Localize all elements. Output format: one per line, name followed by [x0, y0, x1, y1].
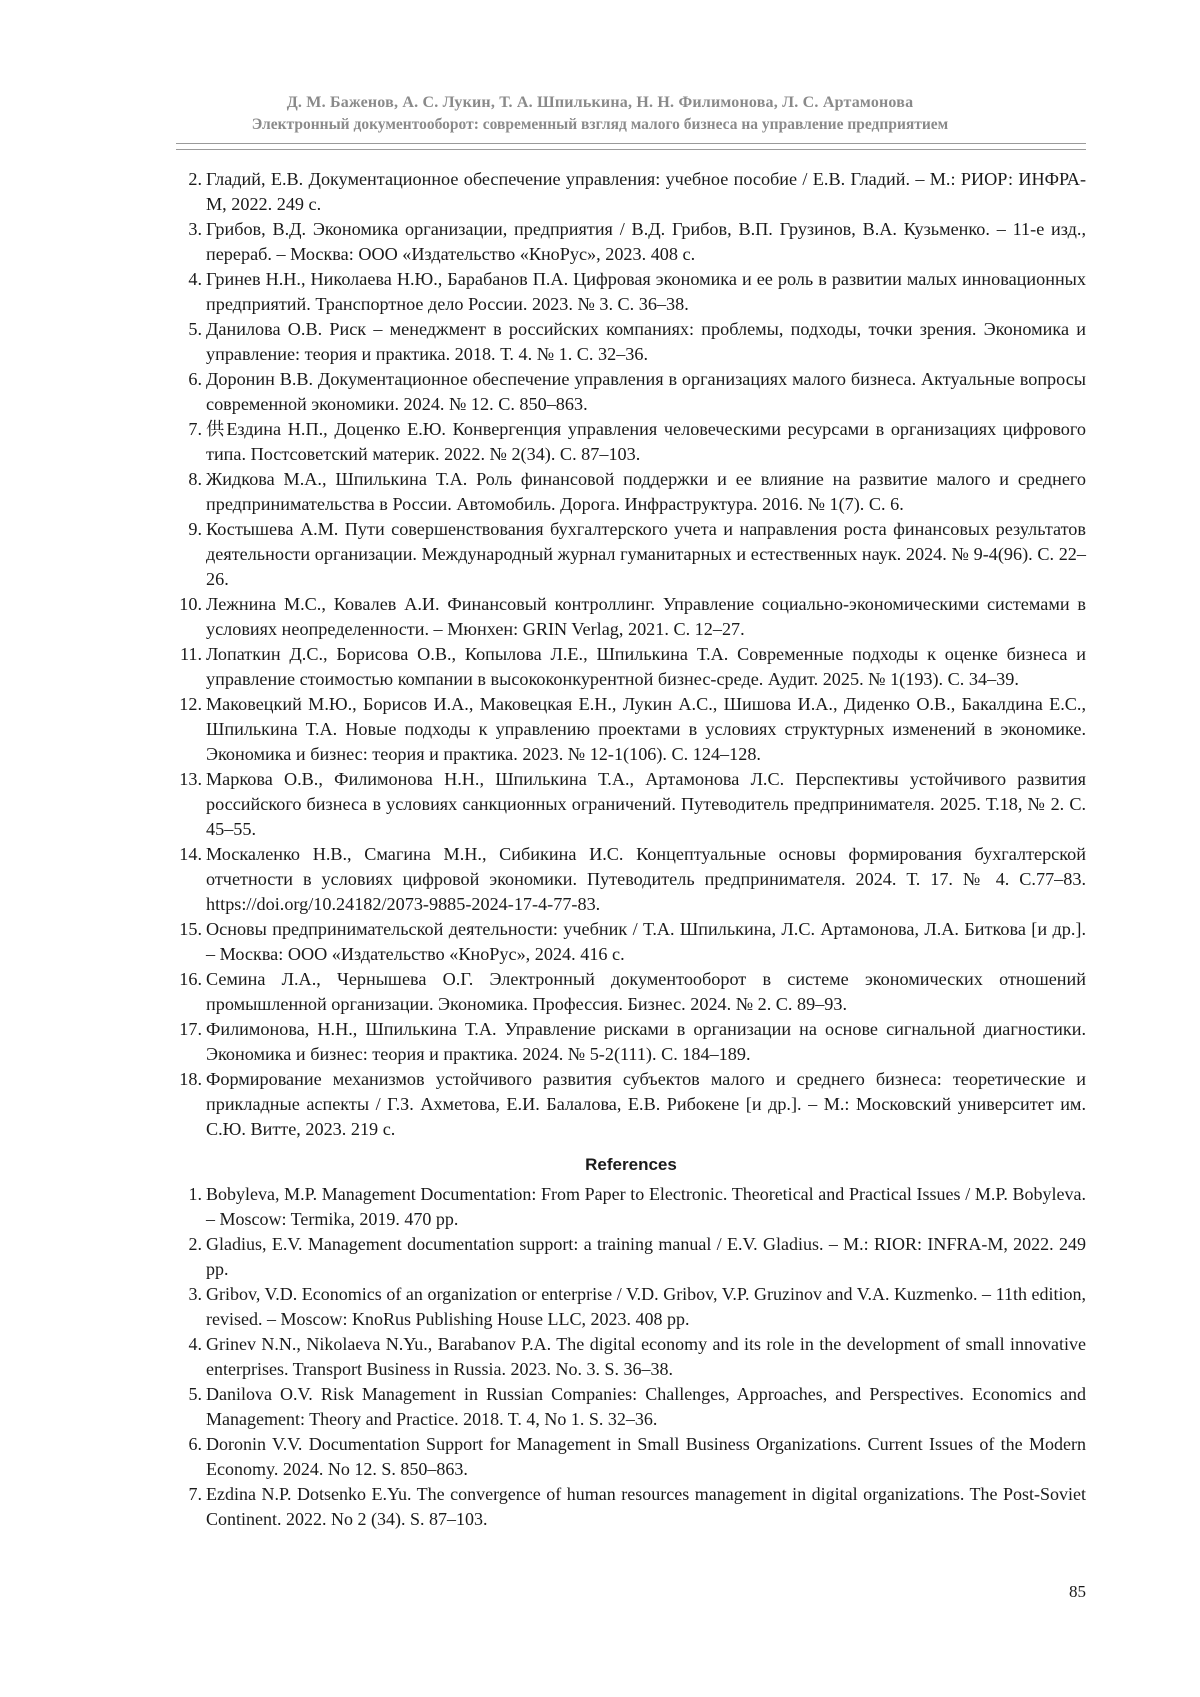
reference-item	[176, 642, 1086, 692]
reference-number: 17.	[179, 1019, 202, 1039]
reference-number: 9.	[188, 519, 202, 539]
reference-number: 11.	[179, 644, 202, 664]
references-content	[176, 167, 1086, 1532]
reference-number: 8.	[188, 469, 202, 489]
reference-item	[176, 167, 1086, 217]
reference-text: Костышева А.М. Пути совершенствования бухгалтерского учета и направления роста финансовых результатов деятельности организации. Международный журнал гуманитарных и естественных наук. 2024. № 9-4(96). С. 22–26.	[206, 519, 1086, 589]
reference-item	[176, 842, 1086, 917]
reference-text: Bobyleva, M.P. Management Documentation: From Paper to Electronic. Theoretical and Practical Issues / M.P. Bobyleva. – Moscow: Termika, 2019. 470 pp.	[206, 1184, 1086, 1229]
reference-item	[176, 1382, 1086, 1432]
reference-text: Маковецкий М.Ю., Борисов И.А., Маковецкая Е.Н., Лукин А.С., Шишова И.А., Диденко О.В., Бакалдина Е.С., Шпилькина Т.А. Новые подходы к управлению проектами в условиях структурных изменений в экономике. Экономика и бизнес: теория и практика. 2023. № 12-1(106). С. 124–128.	[206, 694, 1086, 764]
reference-text: Gladius, E.V. Management documentation support: a training manual / E.V. Gladius. – M.: RIOR: INFRA-M, 2022. 249 pp.	[206, 1234, 1086, 1279]
reference-number: 1.	[188, 1184, 202, 1204]
reference-item	[176, 1017, 1086, 1067]
reference-item	[176, 1432, 1086, 1482]
reference-number: 3.	[188, 219, 202, 239]
reference-number: 13.	[179, 769, 202, 789]
reference-text: Жидкова М.А., Шпилькина Т.А. Роль финансовой поддержки и ее влияние на развитие малого и среднего предпринимательства в России. Автомобиль. Дорога. Инфраструктура. 2016. № 1(7). С. 6.	[206, 469, 1086, 514]
reference-text: Семина Л.А., Чернышева О.Г. Электронный документооборот в системе экономических отношений промышленной организации. Экономика. Профессия. Бизнес. 2024. № 2. С. 89–93.	[206, 969, 1086, 1014]
reference-item	[176, 1067, 1086, 1142]
running-header	[0, 92, 1200, 136]
header-rule-top	[176, 143, 1086, 144]
reference-item	[176, 267, 1086, 317]
header-authors: Д. М. Баженов, А. С. Лукин, Т. А. Шпилькина, Н. Н. Филимонова, Л. С. Артамонова	[286, 94, 914, 111]
reference-number: 12.	[179, 694, 202, 714]
references-title: References	[585, 1155, 677, 1174]
reference-item	[176, 1232, 1086, 1282]
reference-number: 7.	[188, 1484, 202, 1504]
reference-number: 2.	[188, 1234, 202, 1254]
reference-text: Гринев Н.Н., Николаева Н.Ю., Барабанов П.А. Цифровая экономика и ее роль в развитии малых инновационных предприятий. Транспортное дело России. 2023. № 3. С. 36–38.	[206, 269, 1086, 314]
reference-text: Москаленко Н.В., Смагина М.Н., Сибикина И.С. Концептуальные основы формирования бухгалтерской отчетности в условиях цифровой экономики. Путеводитель предпринимателя. 2024. Т. 17. № 4. С.77–83. https://doi.org/10.24182/2073-9885-2024-17-4-77-83.	[206, 844, 1086, 914]
reference-number: 18.	[179, 1069, 202, 1089]
reference-number: 5.	[188, 319, 202, 339]
reference-text: Основы предпринимательской деятельности: учебник / Т.А. Шпилькина, Л.С. Артамонова, Л.А. Биткова [и др.]. – Москва: ООО «Издательство «КноРус», 2024. 416 с.	[206, 919, 1086, 964]
reference-text: Данилова О.В. Риск – менеджмент в российских компаниях: проблемы, подходы, точки зрения. Экономика и управление: теория и практика. 2018. Т. 4. № 1. С. 32–36.	[206, 319, 1086, 364]
reference-item	[176, 767, 1086, 842]
reference-number: 3.	[188, 1284, 202, 1304]
russian-reference-list	[176, 167, 1086, 1142]
reference-item	[176, 967, 1086, 1017]
reference-text: Gribov, V.D. Economics of an organization or enterprise / V.D. Gribov, V.P. Gruzinov and V.A. Kuzmenko. – 11th edition, revised. – Moscow: KnoRus Publishing House LLC, 2023. 408 pp.	[206, 1284, 1086, 1329]
header-rule-bottom	[176, 149, 1086, 150]
reference-text: Филимонова, Н.Н., Шпилькина Т.А. Управление рисками в организации на основе сигнальной диагностики. Экономика и бизнес: теория и практика. 2024. № 5-2(111). С. 184–189.	[206, 1019, 1086, 1064]
reference-number: 4.	[188, 1334, 202, 1354]
reference-item	[176, 692, 1086, 767]
reference-text: 供Ездина Н.П., Доценко Е.Ю. Конвергенция управления человеческими ресурсами в организациях цифрового типа. Постсоветский материк. 2022. № 2(34). С. 87–103.	[206, 419, 1086, 464]
reference-number: 14.	[179, 844, 202, 864]
reference-text: Doronin V.V. Documentation Support for Management in Small Business Organizations. Current Issues of the Modern Economy. 2024. No 12. S. 850–863.	[206, 1434, 1086, 1479]
reference-item	[176, 317, 1086, 367]
reference-text: Гладий, Е.В. Документационное обеспечение управления: учебное пособие / Е.В. Гладий. – М.: РИОР: ИНФРА-М, 2022. 249 с.	[206, 169, 1086, 214]
reference-text: Лежнина М.С., Ковалев А.И. Финансовый контроллинг. Управление социально-экономическими системами в условиях неопределенности. – Мюнхен: GRIN Verlag, 2021. С. 12–27.	[206, 594, 1086, 639]
reference-text: Доронин В.В. Документационное обеспечение управления в организациях малого бизнеса. Актуальные вопросы современной экономики. 2024. № 12. С. 850–863.	[206, 369, 1086, 414]
header-subtitle: Электронный документооборот: современный взгляд малого бизнеса на управление предприятием	[251, 116, 949, 133]
reference-item	[176, 417, 1086, 467]
reference-text: Ezdina N.P. Dotsenko E.Yu. The convergence of human resources management in digital organizations. The Post-Soviet Continent. 2022. No 2 (34). S. 87–103.	[206, 1484, 1086, 1529]
reference-item	[176, 1332, 1086, 1382]
reference-item	[176, 467, 1086, 517]
reference-number: 7.	[188, 419, 202, 439]
reference-item	[176, 917, 1086, 967]
page-number: 85	[1069, 1582, 1086, 1601]
reference-number: 2.	[188, 169, 202, 189]
reference-number: 4.	[188, 269, 202, 289]
reference-number: 10.	[179, 594, 202, 614]
reference-item	[176, 517, 1086, 592]
reference-item	[176, 367, 1086, 417]
english-reference-list	[176, 1182, 1086, 1532]
reference-number: 16.	[179, 969, 202, 989]
reference-text: Лопаткин Д.С., Борисова О.В., Копылова Л.Е., Шпилькина Т.А. Современные подходы к оценке бизнеса и управление стоимостью компании в высококонкурентной бизнес-среде. Аудит. 2025. № 1(193). С. 34–39.	[206, 644, 1086, 689]
reference-text: Маркова О.В., Филимонова Н.Н., Шпилькина Т.А., Артамонова Л.С. Перспективы устойчивого развития российского бизнеса в условиях санкционных ограничений. Путеводитель предпринимателя. 2025. Т.18, № 2. С. 45–55.	[206, 769, 1086, 839]
reference-text: Грибов, В.Д. Экономика организации, предприятия / В.Д. Грибов, В.П. Грузинов, В.А. Кузьменко. – 11-е изд., перераб. – Москва: ООО «Издательство «КноРус», 2023. 408 с.	[206, 219, 1086, 264]
reference-item	[176, 592, 1086, 642]
reference-text: Danilova O.V. Risk Management in Russian Companies: Challenges, Approaches, and Perspectives. Economics and Management: Theory and Practice. 2018. T. 4, No 1. S. 32–36.	[206, 1384, 1086, 1429]
reference-item	[176, 217, 1086, 267]
reference-number: 5.	[188, 1384, 202, 1404]
reference-number: 15.	[179, 919, 202, 939]
reference-number: 6.	[188, 1434, 202, 1454]
reference-item	[176, 1482, 1086, 1532]
reference-item	[176, 1182, 1086, 1232]
reference-item	[176, 1282, 1086, 1332]
reference-number: 6.	[188, 369, 202, 389]
reference-text: Grinev N.N., Nikolaeva N.Yu., Barabanov P.A. The digital economy and its role in the development of small innovative enterprises. Transport Business in Russia. 2023. No. 3. S. 36–38.	[206, 1334, 1086, 1379]
reference-text: Формирование механизмов устойчивого развития субъектов малого и среднего бизнеса: теоретические и прикладные аспекты / Г.З. Ахметова, Е.И. Балалова, Е.В. Рибокене [и др.]. – М.: Московский университет им. С.Ю. Витте, 2023. 219 с.	[206, 1069, 1086, 1139]
